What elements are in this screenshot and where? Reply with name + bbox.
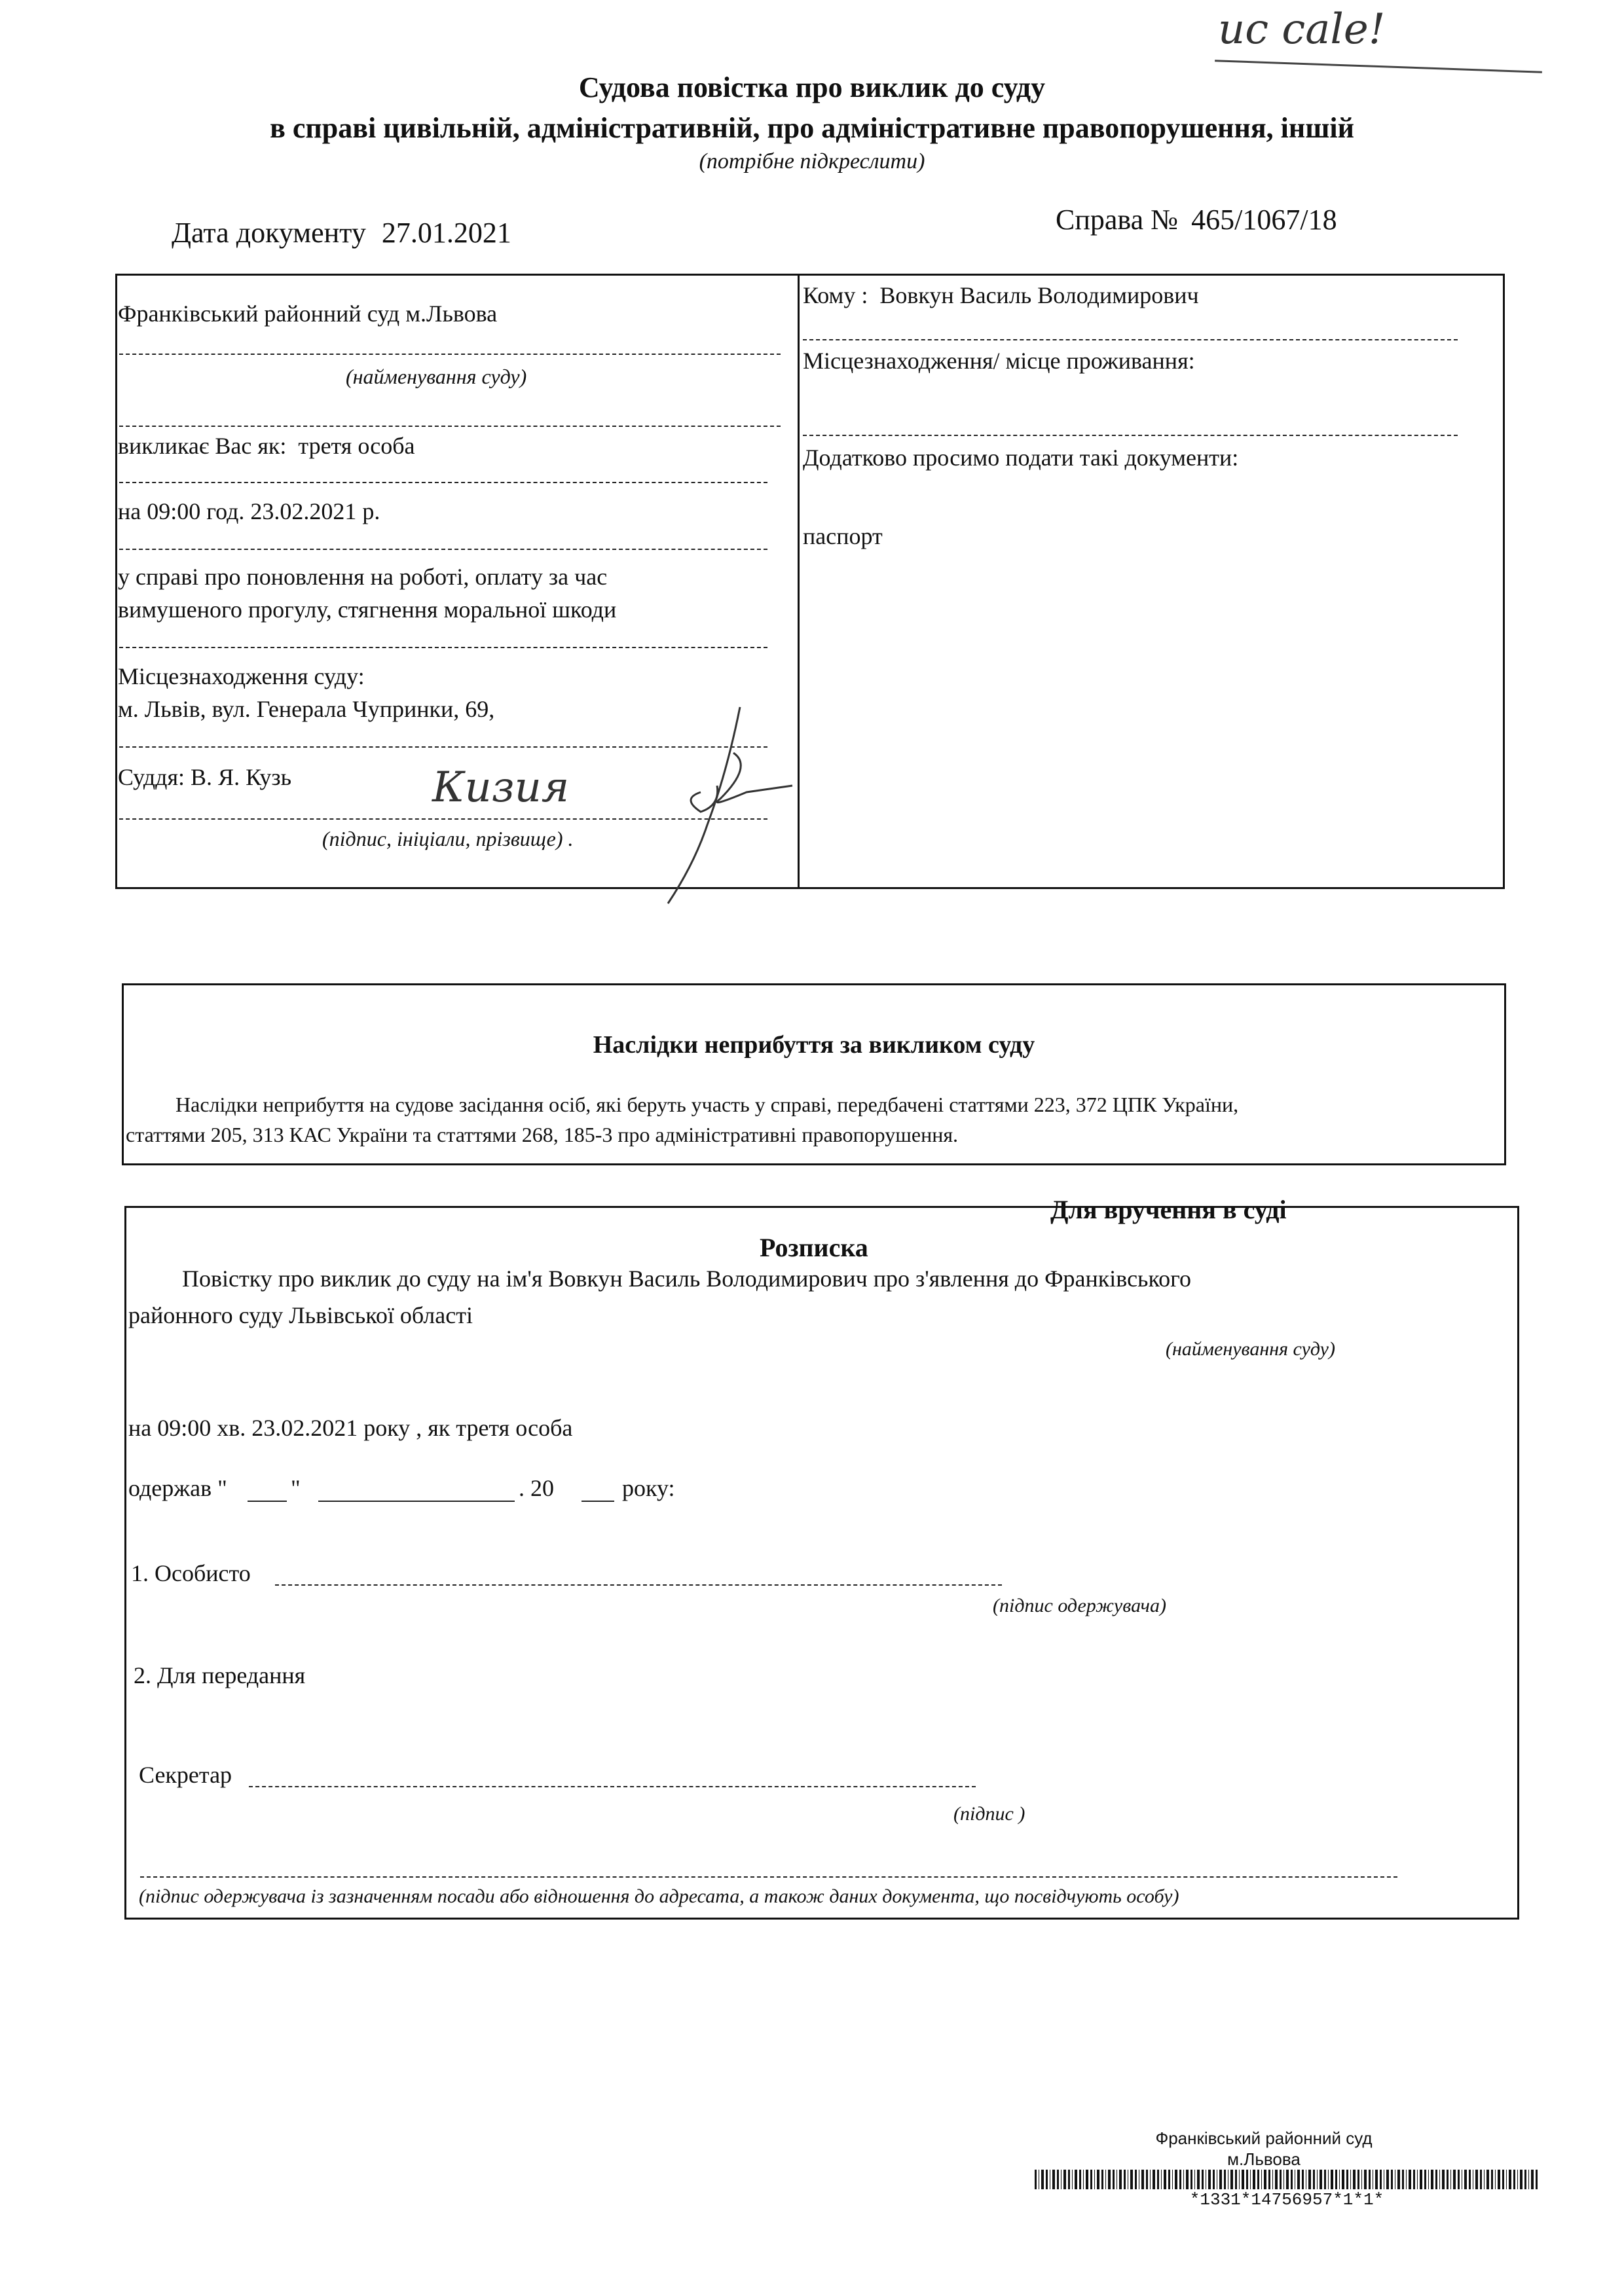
court-location-label: Місцезнаходження суду: — [118, 663, 365, 689]
recipient-name: Вовкун Василь Володимирович — [879, 282, 1199, 308]
secretary-line — [249, 1786, 976, 1787]
barcode — [1035, 2170, 1539, 2189]
judge-line — [119, 818, 767, 820]
personally-label: 1. Особисто — [131, 1560, 251, 1586]
secretary-sign-caption: (підпис ) — [953, 1803, 1025, 1825]
document-date — [172, 217, 511, 249]
recipient — [803, 283, 1199, 309]
case-number-label: Справа № — [1056, 204, 1179, 236]
case-number — [1056, 204, 1337, 236]
documents-value: паспорт — [803, 523, 883, 549]
signature-stroke — [655, 694, 825, 910]
barcode-text: *1331*14756957*1*1* — [1189, 2190, 1384, 2210]
court-name-line — [119, 354, 781, 355]
residence-line — [803, 435, 1458, 436]
consequences-title: Наслідки неприбуття за викликом суду — [593, 1031, 1035, 1059]
consequences-text-line1: Наслідки неприбуття на судове засідання осіб, які беруть участь у справі, передбачені статтями 223, 372 ЦПК України, — [175, 1093, 1239, 1116]
divider-line — [119, 426, 781, 427]
recipient-signature-caption: (підпис одержувача) — [993, 1595, 1166, 1616]
court-name-caption: (найменування суду) — [346, 365, 527, 388]
document-date-label: Дата документу — [172, 217, 366, 249]
case-matter-line1: у справі про поновлення на роботі, оплату за час — [118, 564, 608, 590]
page-subtitle: в справі цивільній, адміністративній, про адміністративне правопорушення, іншій — [270, 112, 1354, 144]
court-name: Франківський районний суд м.Львова — [118, 301, 498, 327]
received-label: одержав " — [128, 1475, 227, 1501]
consequences-text-line2: статтями 205, 313 КАС України та статтями 268, 185-3 про адміністративні правопорушення. — [126, 1123, 959, 1146]
page-title: Судова повістка про виклик до суду — [578, 71, 1046, 103]
court-location-value: м. Львів, вул. Генерала Чупринки, 69, — [118, 696, 495, 722]
documents-label: Додатково просимо подати такі документи: — [803, 445, 1239, 471]
footer-court-line1: Франківський районний суд — [1155, 2128, 1373, 2148]
summons-as — [118, 433, 415, 460]
summons-as-label: викликає Вас як: — [118, 433, 287, 459]
hearing-time-line — [119, 549, 767, 550]
received-year: . 20 — [519, 1475, 554, 1501]
recipient-line — [803, 339, 1458, 340]
judge-caption: (підпис, ініціали, прізвище) . — [322, 827, 574, 850]
transfer-label: 2. Для передання — [134, 1662, 306, 1688]
document-date-value: 27.01.2021 — [381, 217, 511, 249]
case-matter-line2: вимушеного прогулу, стягнення моральної шкоди — [118, 596, 617, 623]
judge-signature: Кизия — [432, 763, 570, 812]
received-month-line — [318, 1501, 515, 1502]
recipient-label: Кому : — [803, 282, 868, 308]
personally-line — [275, 1584, 1002, 1586]
underline-note: (потрібне підкреслити) — [699, 149, 925, 173]
receipt-title: Розписка — [760, 1233, 868, 1262]
case-number-value: 465/1067/18 — [1191, 204, 1337, 236]
received-day-line — [248, 1501, 287, 1502]
receipt-court-caption: (найменування суду) — [1166, 1338, 1335, 1360]
received-year-line — [581, 1501, 614, 1502]
judge-name: Суддя: В. Я. Кузь — [118, 764, 292, 790]
receipt-text-line2: районного суду Львівської області — [128, 1302, 473, 1328]
receipt-hearing-time: на 09:00 хв. 23.02.2021 року , як третя особа — [128, 1415, 573, 1441]
receipt-text-line1: Повістку про виклик до суду на ім'я Вовкун Василь Володимирович про з'явлення до Франківського — [182, 1266, 1192, 1292]
handwritten-underline — [1215, 60, 1542, 73]
secretary-label: Секретар — [139, 1762, 232, 1788]
recipient-details-line — [140, 1876, 1397, 1878]
received-end: року: — [622, 1475, 675, 1501]
recipient-details-caption: (підпис одержувача із зазначенням посади або відношення до адресата, а також даних документа, що посвідчують особу) — [139, 1886, 1179, 1907]
case-matter-line — [119, 647, 767, 648]
handwritten-note: ис cale! — [1218, 5, 1386, 54]
summons-as-value: третя особа — [298, 433, 415, 459]
residence-label: Місцезнаходження/ місце проживання: — [803, 348, 1195, 374]
received-quote: " — [291, 1475, 301, 1501]
for-delivery-label: Для вручення в суді — [1050, 1195, 1287, 1224]
hearing-time: на 09:00 год. 23.02.2021 р. — [118, 498, 380, 524]
summons-as-line — [119, 482, 767, 483]
footer-court-line2: м.Львова — [1227, 2149, 1301, 2169]
